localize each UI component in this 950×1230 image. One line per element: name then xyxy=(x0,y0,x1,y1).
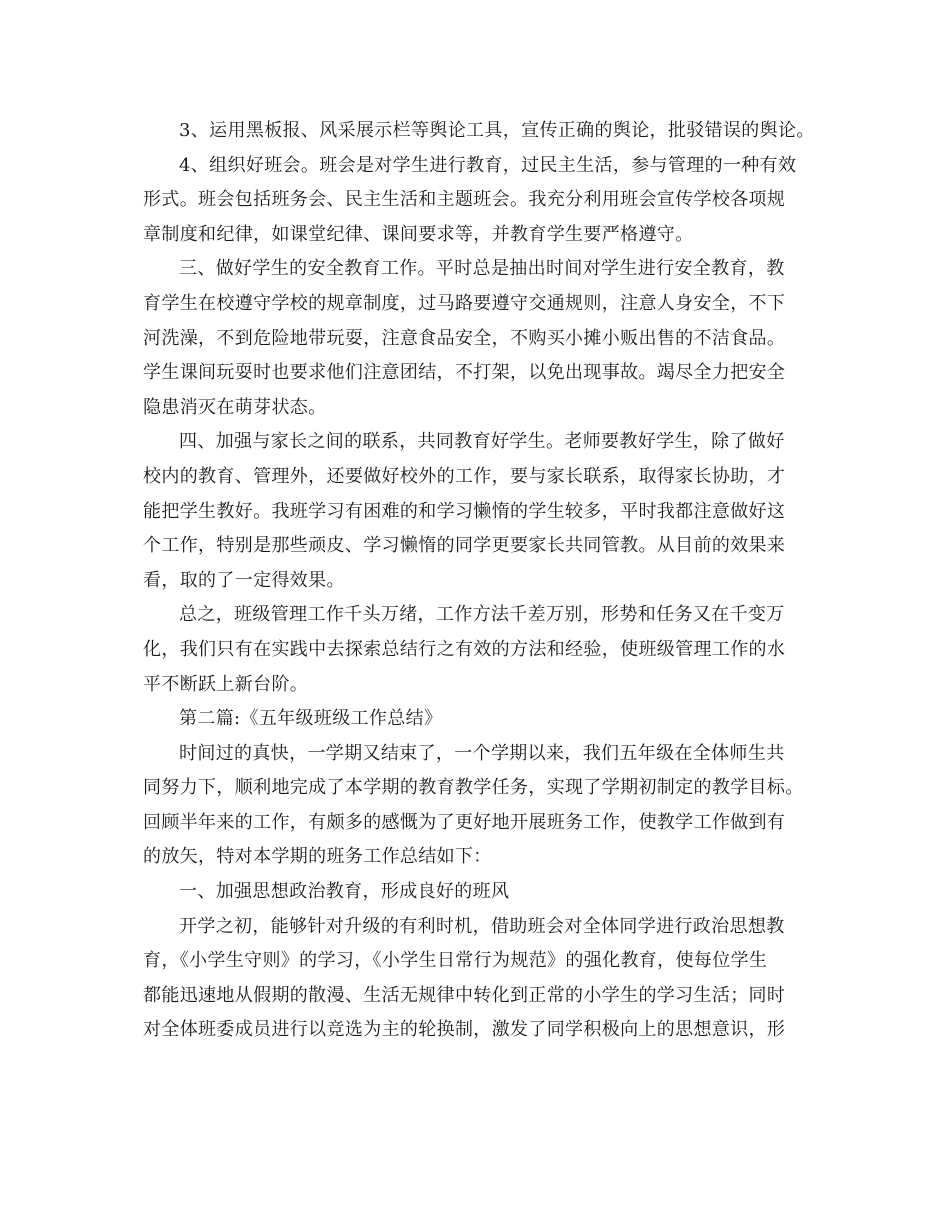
text-line: 对全体班委成员进行以竞选为主的轮换制，激发了同学积极向上的思想意识，形 xyxy=(143,1019,786,1041)
text-line: 育，《小学生守则》的学习，《小学生日常行为规范》的强化教育，使每位学生 xyxy=(143,950,768,972)
text-line: 平不断跃上新台阶。 xyxy=(143,673,309,695)
text-line: 三、做好学生的安全教育工作。平时总是抽出时间对学生进行安全教育，教 xyxy=(179,258,785,280)
text-line: 形式。班会包括班务会、民主生活和主题班会。我充分利用班会宣传学校各项规 xyxy=(143,189,786,211)
text-line: 3、运用黑板报、风采展示栏等舆论工具，宣传正确的舆论，批驳错误的舆论。 xyxy=(179,120,815,141)
text-line: 4、组织好班会。班会是对学生进行教育，过民主生活，参与管理的一种有效 xyxy=(179,154,797,176)
text-line: 一、加强思想政治教育，形成良好的班风 xyxy=(179,881,510,903)
text-line: 化，我们只有在实践中去探索总结行之有效的方法和经验，使班级管理工作的水 xyxy=(143,638,786,660)
text-line: 第二篇:《五年级班级工作总结》 xyxy=(179,708,443,730)
paragraph-9 xyxy=(143,910,823,1048)
paragraph-1 xyxy=(143,114,823,149)
text-line: 时间过的真快，一学期又结束了，一个学期以来，我们五年级在全体师生共 xyxy=(179,742,785,764)
text-line: 都能迅速地从假期的散漫、生活无规律中转化到正常的小学生的学习生活；同时 xyxy=(143,984,786,1006)
text-line: 河洗澡，不到危险地带玩耍，注意食品安全，不购买小摊小贩出售的不洁食品。 xyxy=(143,327,786,349)
paragraph-5 xyxy=(143,598,823,702)
section-heading-2 xyxy=(143,702,823,737)
paragraph-2 xyxy=(143,149,823,253)
paragraph-4 xyxy=(143,425,823,598)
text-line: 同努力下，顺利地完成了本学期的教育教学任务，实现了学期初制定的教学目标。 xyxy=(143,777,804,799)
document-body xyxy=(143,114,823,1048)
text-line: 的放矢，特对本学期的班务工作总结如下： xyxy=(143,846,492,868)
text-line: 学生课间玩耍时也要求他们注意团结，不打架，以免出现事故。竭尽全力把安全 xyxy=(143,362,786,384)
paragraph-7 xyxy=(143,737,823,875)
text-line: 章制度和纪律，如课堂纪律、课间要求等，并教育学生要严格遵守。 xyxy=(143,223,694,245)
text-line: 回顾半年来的工作，有颇多的感慨为了更好地开展班务工作，使教学工作做到有 xyxy=(143,811,786,833)
text-line: 四、加强与家长之间的联系，共同教育好学生。老师要教好学生，除了做好 xyxy=(179,431,785,453)
text-line: 看，取的了一定得效果。 xyxy=(143,569,345,591)
text-line: 个工作，特别是那些顽皮、学习懒惰的同学更要家长共同管教。从目前的效果来 xyxy=(143,535,786,557)
paragraph-3 xyxy=(143,252,823,425)
text-line: 校内的教育、管理外，还要做好校外的工作，要与家长联系，取得家长协助，才 xyxy=(143,465,786,487)
text-line: 能把学生教好。我班学习有困难的和学习懒惰的学生较多，平时我都注意做好这 xyxy=(143,500,786,522)
text-line: 开学之初，能够针对升级的有利时机，借助班会对全体同学进行政治思想教 xyxy=(179,915,785,937)
text-line: 育学生在校遵守学校的规章制度，过马路要遵守交通规则，注意人身安全，不下 xyxy=(143,292,786,314)
text-line: 总之，班级管理工作千头万绪，工作方法千差万别，形势和任务又在千变万 xyxy=(179,604,785,626)
subheading-1 xyxy=(143,875,823,910)
text-line: 隐患消灭在萌芽状态。 xyxy=(143,396,327,418)
